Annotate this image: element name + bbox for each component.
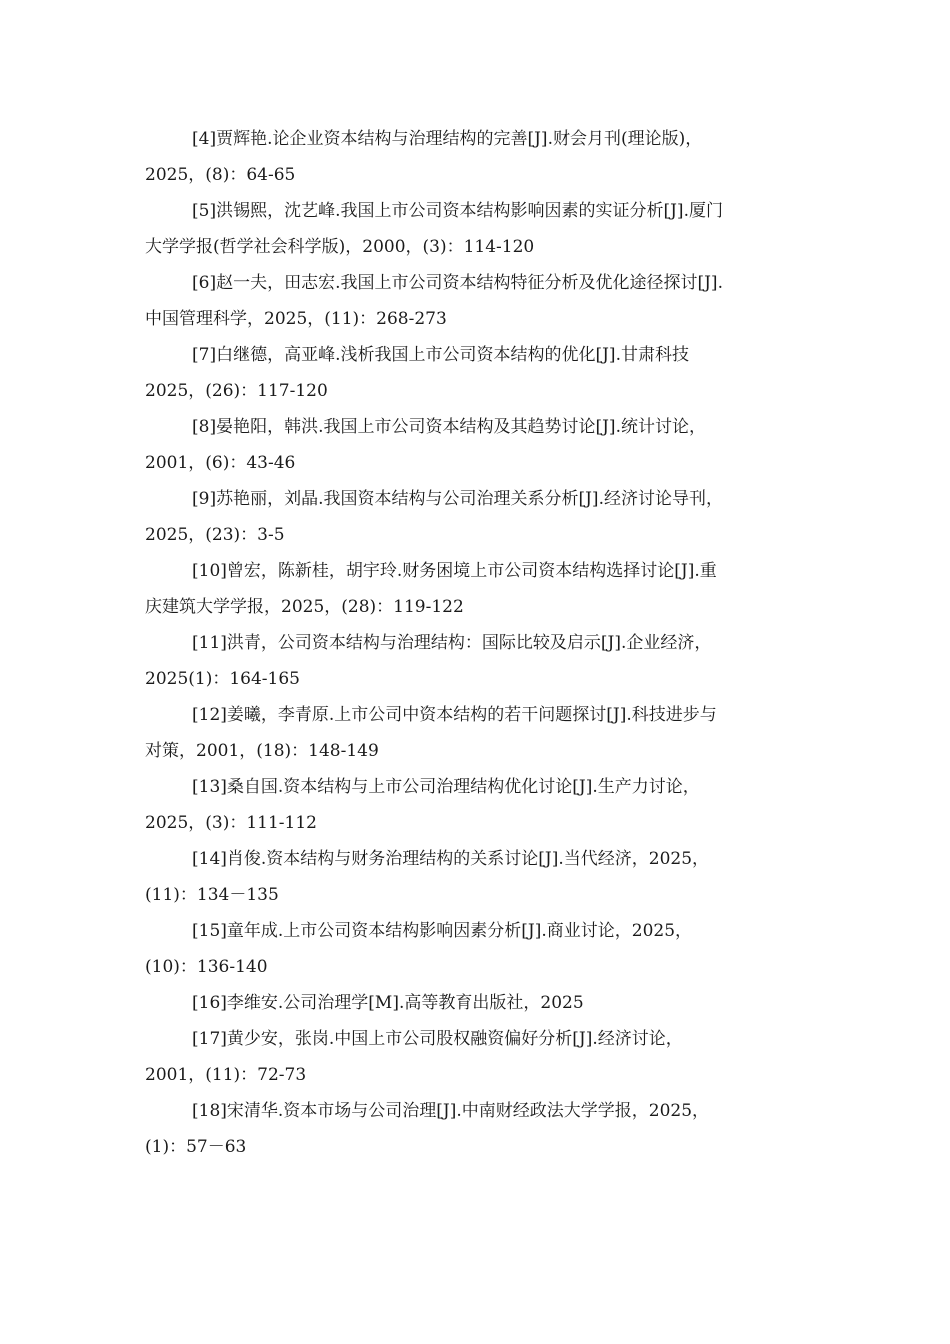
reference-line: [11]洪青，公司资本结构与治理结构：国际比较及启示[J].企业经济，: [192, 633, 712, 653]
reference-line: 2025，(23)：3-5: [145, 525, 285, 545]
reference-entry: [145, 265, 815, 337]
reference-line: [13]桑自国.资本结构与上市公司治理结构优化讨论[J].生产力讨论，: [192, 777, 700, 797]
reference-line: 2001，(11)：72-73: [145, 1065, 307, 1085]
reference-line: [18]宋清华.资本市场与公司治理[J].中南财经政法大学学报，2025，: [192, 1101, 710, 1121]
reference-line: [17]黄少安，张岗.中国上市公司股权融资偏好分析[J].经济讨论，: [192, 1029, 683, 1049]
reference-line: [16]李维安.公司治理学[M].高等教育出版社，2025: [192, 993, 584, 1013]
reference-line: [15]童年成.上市公司资本结构影响因素分析[J].商业讨论，2025，: [192, 921, 693, 941]
reference-entry: [145, 337, 815, 409]
reference-line: 2025，(8)：64-65: [145, 165, 296, 185]
reference-entry: [145, 121, 815, 193]
reference-line: 大学学报(哲学社会科学版)，2000，(3)：114-120: [145, 237, 535, 257]
reference-line: [7]白继德，高亚峰.浅析我国上市公司资本结构的优化[J].甘肃科技: [192, 345, 689, 365]
reference-entry: [145, 409, 815, 481]
reference-line: [14]肖俊.资本结构与财务治理结构的关系讨论[J].当代经济，2025，: [192, 849, 710, 869]
reference-entry: [145, 1021, 815, 1093]
reference-entry: [145, 913, 815, 985]
reference-entry: [145, 625, 815, 697]
reference-line: 2001，(6)：43-46: [145, 453, 296, 473]
reference-line: (10)：136-140: [145, 957, 268, 977]
reference-line: 中国管理科学，2025，(11)：268-273: [145, 309, 447, 329]
reference-line: [6]赵一夫，田志宏.我国上市公司资本结构特征分析及优化途径探讨[J].: [192, 273, 723, 293]
reference-line: [12]姜曦，李青原.上市公司中资本结构的若干问题探讨[J].科技进步与: [192, 705, 717, 725]
reference-line: [9]苏艳丽，刘晶.我国资本结构与公司治理关系分析[J].经济讨论导刊，: [192, 489, 723, 509]
reference-entry: [145, 553, 815, 625]
reference-line: 对策，2001，(18)：148-149: [145, 741, 379, 761]
reference-line: 2025，(26)：117-120: [145, 381, 328, 401]
reference-line: [5]洪锡熙，沈艺峰.我国上市公司资本结构影响因素的实证分析[J].厦门: [192, 201, 723, 221]
reference-list: [145, 121, 815, 1165]
reference-line: [8]晏艳阳，韩洪.我国上市公司资本结构及其趋势讨论[J].统计讨论，: [192, 417, 706, 437]
reference-line: 2025(1)：164-165: [145, 669, 300, 689]
reference-entry: [145, 193, 815, 265]
reference-line: 庆建筑大学学报，2025，(28)：119-122: [145, 597, 464, 617]
reference-line: [4]贾辉艳.论企业资本结构与治理结构的完善[J].财会月刊(理论版)，: [192, 129, 703, 149]
reference-entry: [145, 697, 815, 769]
reference-entry: [145, 841, 815, 913]
reference-line: [10]曾宏，陈新桂，胡宇玲.财务困境上市公司资本结构选择讨论[J].重: [192, 561, 717, 581]
reference-entry: [145, 1093, 815, 1165]
reference-line: (1)：57－63: [145, 1137, 247, 1157]
reference-entry: [145, 481, 815, 553]
reference-line: 2025，(3)：111-112: [145, 813, 317, 833]
reference-line: (11)：134－135: [145, 885, 279, 905]
reference-entry: [145, 985, 815, 1021]
reference-entry: [145, 769, 815, 841]
